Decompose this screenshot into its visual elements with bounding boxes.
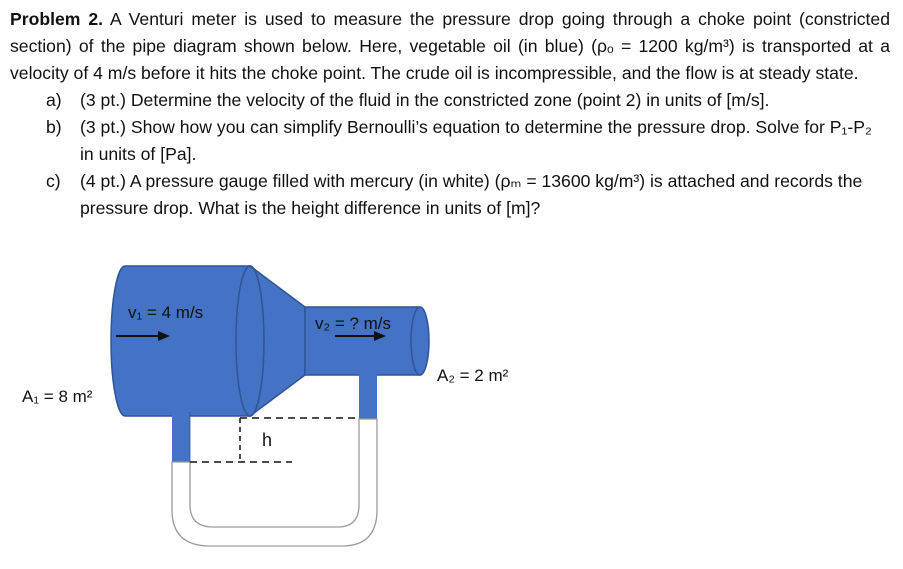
v1-label: v₁ = 4 m/s (128, 303, 204, 322)
right-tap-oil (359, 372, 377, 419)
h-label: h (262, 430, 273, 450)
problem-text (10, 6, 890, 222)
part-a-text: (3 pt.) Determine the velocity of the fluid in the constricted zone (point 2) in units of [m/s]. (80, 90, 770, 110)
part-a (46, 87, 890, 114)
mercury-u-tube (172, 419, 377, 546)
problem-intro (10, 6, 890, 87)
part-b-mark: b) (46, 117, 62, 137)
left-tap-oil (172, 412, 190, 462)
narrow-pipe-end (411, 307, 429, 375)
problem-parts (10, 87, 890, 222)
a2-label: A₂ = 2 m² (437, 366, 509, 385)
part-b-text: (3 pt.) Show how you can simplify Bernoulli’s equation to determine the pressure drop. Solve for P₁-P₂ in units of [Pa]. (80, 117, 872, 164)
part-c (46, 168, 890, 222)
wide-pipe-body (111, 266, 250, 416)
venturi-diagram (0, 255, 903, 569)
a1-label: A₁ = 8 m² (22, 387, 93, 406)
v2-label: v₂ = ? m/s (315, 314, 392, 333)
part-c-text: (4 pt.) A pressure gauge filled with mercury (in white) (ρₘ = 13600 kg/m³) is attached and records the pressure drop. What is the height difference in units of [m]? (80, 171, 863, 218)
part-b (46, 114, 890, 168)
part-a-mark: a) (46, 90, 62, 110)
part-c-mark: c) (46, 171, 61, 191)
problem-heading: Problem 2. (10, 9, 103, 29)
problem-intro-text: A Venturi meter is used to measure the pressure drop going through a choke point (constricted section) of the pipe diagram shown below. Here, vegetable oil (in blue) (ρₒ = 1200 kg/m³) is transported at a velocity of 4 m/s before it hits the choke point. The crude oil is incompressible, and the flow is at steady state. (10, 9, 890, 83)
